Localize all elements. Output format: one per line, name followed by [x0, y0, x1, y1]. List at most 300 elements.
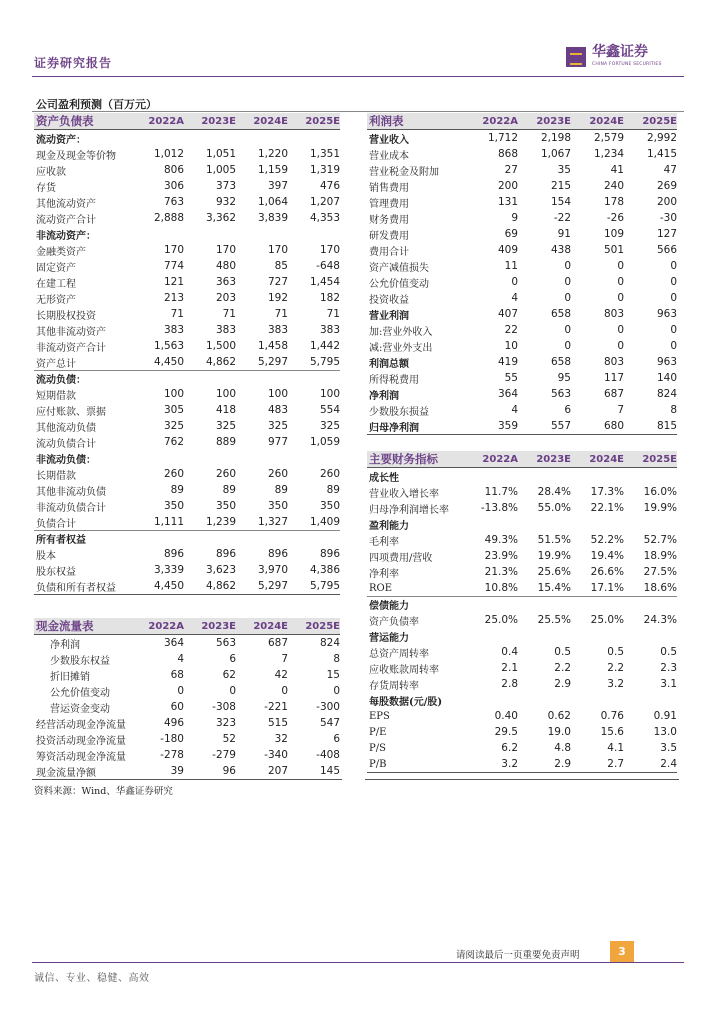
cell-value: 1,234	[593, 148, 624, 160]
row-label: 资产减值损失	[369, 262, 429, 274]
cell-value: 3,362	[205, 212, 236, 224]
cell-value: 0.62	[547, 710, 571, 722]
table-row	[34, 651, 340, 667]
cell-value: 25.0%	[484, 614, 518, 626]
income-statement-table	[367, 113, 677, 435]
table-row	[367, 274, 677, 290]
row-label: 长期股权投资	[36, 310, 96, 322]
cell-value: 363	[215, 276, 236, 288]
cell-value: 19.4%	[590, 550, 624, 562]
table-row	[367, 338, 677, 354]
company-logo	[566, 45, 662, 67]
cell-value: 0.76	[600, 710, 624, 722]
cell-value: 260	[267, 468, 288, 480]
cell-value: 15.4%	[537, 582, 571, 594]
cell-value: 0	[617, 276, 624, 288]
table-row	[34, 178, 340, 194]
table-row	[34, 731, 340, 747]
table-row	[367, 194, 677, 210]
row-label: 研发费用	[369, 230, 409, 242]
row-label: 存货周转率	[369, 680, 419, 692]
cell-value: 868	[497, 148, 518, 160]
cell-value: 68	[170, 669, 184, 681]
cell-value: 3,970	[257, 564, 288, 576]
cell-value: 350	[319, 500, 340, 512]
financial-indicators-table	[367, 451, 677, 773]
table-title: 资产负债表	[36, 114, 94, 128]
cell-value: 1,239	[205, 516, 236, 528]
row-label: 盈利能力	[369, 520, 409, 532]
cell-value: 6.2	[501, 742, 518, 754]
cell-value: 0	[670, 324, 677, 336]
row-label: 毛利率	[369, 536, 399, 548]
cell-value: 963	[656, 356, 677, 368]
row-label: 其他流动资产	[36, 198, 96, 210]
cell-value: 515	[267, 717, 288, 729]
cell-value: 100	[319, 388, 340, 400]
row-label: 流动负债：	[36, 375, 86, 386]
table-row	[367, 306, 677, 322]
column-header: 2023E	[536, 453, 571, 465]
logo-name-en: CHINA FORTUNE SECURITIES	[592, 62, 662, 67]
row-label: 管理费用	[369, 198, 409, 210]
table-header	[367, 113, 677, 130]
cell-value: 0	[564, 340, 571, 352]
cell-value: 192	[267, 292, 288, 304]
cell-value: 17.3%	[590, 486, 624, 498]
cell-value: 0.5	[660, 646, 677, 658]
cell-value: 0.4	[501, 646, 518, 658]
row-label: 资产总计	[36, 358, 76, 370]
row-label: 流动资产：	[36, 134, 86, 146]
cell-value: 5,795	[309, 356, 340, 368]
table-row	[34, 322, 340, 338]
table-row	[367, 386, 677, 402]
cell-value: 4,862	[205, 580, 236, 592]
cell-value: -180	[160, 733, 184, 745]
column-header: 2024E	[253, 620, 288, 632]
column-header: 2022A	[482, 453, 518, 465]
cell-value: 51.5%	[537, 534, 571, 546]
table-row	[367, 130, 677, 146]
cell-value: 17.1%	[590, 582, 624, 594]
cell-value: 52.2%	[590, 534, 624, 546]
table-row	[34, 683, 340, 699]
row-label: 短期借款	[36, 390, 76, 402]
table-row	[367, 484, 677, 500]
row-label: 净利润	[50, 639, 80, 651]
cell-value: 763	[163, 196, 184, 208]
cell-value: 680	[603, 420, 624, 432]
cell-value: 3,339	[153, 564, 184, 576]
cell-value: 2.1	[501, 662, 518, 674]
table-header	[34, 113, 340, 130]
table-row	[34, 370, 340, 386]
cell-value: 7	[617, 404, 624, 416]
row-label: 长期借款	[36, 470, 76, 482]
cell-value: 364	[163, 637, 184, 649]
row-label: P/S	[369, 742, 386, 754]
cell-value: 803	[603, 308, 624, 320]
cell-value: 325	[163, 420, 184, 432]
cell-value: 21.3%	[484, 566, 518, 578]
row-label: 营运资金变动	[50, 703, 110, 715]
cell-value: 383	[163, 324, 184, 336]
cell-value: 8	[333, 653, 340, 665]
table-row	[367, 692, 677, 708]
cell-value: 496	[163, 717, 184, 729]
cell-value: 10	[504, 340, 518, 352]
cell-value: 1,111	[153, 516, 184, 528]
cell-value: 418	[215, 404, 236, 416]
cell-value: 2,992	[646, 132, 677, 144]
cell-value: 0	[670, 292, 677, 304]
row-label: P/E	[369, 726, 387, 738]
cell-value: 350	[215, 500, 236, 512]
cell-value: 260	[215, 468, 236, 480]
cell-value: 131	[497, 196, 518, 208]
cell-value: 896	[319, 548, 340, 560]
table-row	[367, 468, 677, 484]
table-row	[34, 306, 340, 322]
row-label: 营业税金及附加	[369, 166, 439, 178]
cell-value: 1,415	[646, 148, 677, 160]
cell-value: 200	[497, 180, 518, 192]
cell-value: 24.3%	[643, 614, 677, 626]
cell-value: 0.5	[607, 646, 624, 658]
cell-value: 47	[663, 164, 677, 176]
table-row	[367, 210, 677, 226]
cell-value: 3.2	[501, 758, 518, 770]
cell-value: 554	[319, 404, 340, 416]
row-label: 每股数据(元/股)	[369, 696, 443, 708]
cell-value: 1,319	[309, 164, 340, 176]
row-label: 非流动负债：	[36, 454, 96, 466]
table-row	[34, 498, 340, 514]
row-label: 公允价值变动	[369, 278, 429, 290]
cell-value: 438	[550, 244, 571, 256]
row-label: 应收账款周转率	[369, 664, 439, 676]
source-divider-right	[365, 779, 679, 780]
table-row	[34, 210, 340, 226]
cell-value: -13.8%	[480, 502, 518, 514]
cell-value: 213	[163, 292, 184, 304]
cell-value: 89	[170, 484, 184, 496]
table-row	[367, 644, 677, 660]
cell-value: 95	[557, 372, 571, 384]
cell-value: 774	[163, 260, 184, 272]
cell-value: 2.3	[660, 662, 677, 674]
table-row	[367, 740, 677, 756]
row-label: 所有者权益	[36, 535, 86, 546]
cell-value: 325	[267, 420, 288, 432]
cell-value: 6	[564, 404, 571, 416]
cell-value: 0	[670, 260, 677, 272]
row-label: 营运能力	[369, 632, 409, 644]
table-row	[34, 338, 340, 354]
cell-value: 22.1%	[590, 502, 624, 514]
cell-value: 1,563	[153, 340, 184, 352]
cell-value: 13.0	[653, 726, 677, 738]
cell-value: 71	[326, 308, 340, 320]
cell-value: 476	[319, 180, 340, 192]
cell-value: 32	[274, 733, 288, 745]
cell-value: 397	[267, 180, 288, 192]
cell-value: 42	[274, 669, 288, 681]
cell-value: 0	[281, 685, 288, 697]
cell-value: 170	[319, 244, 340, 256]
cell-value: 2.2	[554, 662, 571, 674]
cell-value: -648	[316, 260, 340, 272]
row-label: 销售费用	[369, 182, 409, 194]
row-label: 筹资活动现金净流量	[36, 751, 126, 763]
cell-value: 4,353	[309, 212, 340, 224]
cell-value: 563	[215, 637, 236, 649]
cell-value: 1,005	[205, 164, 236, 176]
table-row	[34, 514, 340, 530]
cell-value: 27.5%	[643, 566, 677, 578]
row-label: EPS	[369, 710, 390, 722]
cell-value: 407	[497, 308, 518, 320]
cell-value: 269	[656, 180, 677, 192]
cell-value: 100	[215, 388, 236, 400]
page-number: 3	[610, 941, 634, 963]
cell-value: 0	[564, 292, 571, 304]
row-label: 非流动资产合计	[36, 342, 106, 354]
column-header: 2025E	[642, 115, 677, 127]
cell-value: 6	[229, 653, 236, 665]
cell-value: 359	[497, 420, 518, 432]
row-label: 营业收入	[369, 134, 409, 146]
table-row	[367, 290, 677, 306]
cell-value: 154	[550, 196, 571, 208]
cell-value: 4	[511, 404, 518, 416]
cell-value: 178	[603, 196, 624, 208]
cell-value: 658	[550, 356, 571, 368]
table-row	[34, 578, 340, 594]
cell-value: 203	[215, 292, 236, 304]
row-label: 其他非流动负债	[36, 486, 106, 498]
column-header: 2022A	[482, 115, 518, 127]
cell-value: 1,712	[487, 132, 518, 144]
cell-value: -278	[160, 749, 184, 761]
column-header: 2023E	[201, 115, 236, 127]
cell-value: 0	[670, 340, 677, 352]
cell-value: 240	[603, 180, 624, 192]
column-header: 2022A	[148, 620, 184, 632]
table-row	[34, 194, 340, 210]
cell-value: 364	[497, 388, 518, 400]
cell-value: 19.9%	[643, 502, 677, 514]
cell-value: 4,450	[153, 356, 184, 368]
cell-value: 85	[274, 260, 288, 272]
cell-value: 803	[603, 356, 624, 368]
cell-value: 1,327	[257, 516, 288, 528]
cell-value: 15	[326, 669, 340, 681]
cell-value: 1,159	[257, 164, 288, 176]
cell-value: 9	[511, 212, 518, 224]
cell-value: 89	[222, 484, 236, 496]
table-row	[367, 628, 677, 644]
cell-value: 2.9	[554, 758, 571, 770]
cell-value: 170	[163, 244, 184, 256]
cell-value: 5,297	[257, 580, 288, 592]
cell-value: 62	[222, 669, 236, 681]
cell-value: -340	[264, 749, 288, 761]
table-row	[34, 546, 340, 562]
balance-sheet-table	[34, 113, 340, 595]
table-row	[34, 747, 340, 763]
cell-value: 1,351	[309, 148, 340, 160]
cell-value: 100	[267, 388, 288, 400]
cell-value: 932	[215, 196, 236, 208]
table-bottom-rule	[34, 594, 340, 595]
table-row	[367, 162, 677, 178]
table-row	[367, 354, 677, 370]
table-row	[34, 242, 340, 258]
cell-value: 305	[163, 404, 184, 416]
cell-value: 1,442	[309, 340, 340, 352]
cell-value: 10.8%	[484, 582, 518, 594]
cell-value: 0	[511, 276, 518, 288]
cell-value: 896	[267, 548, 288, 560]
cell-value: 889	[215, 436, 236, 448]
cell-value: 896	[215, 548, 236, 560]
cell-value: 127	[656, 228, 677, 240]
cell-value: 480	[215, 260, 236, 272]
cell-value: 0	[670, 276, 677, 288]
cell-value: 658	[550, 308, 571, 320]
cell-value: 3,623	[205, 564, 236, 576]
cell-value: 2.9	[554, 678, 571, 690]
row-label: 归母净利润	[369, 422, 419, 434]
footer-motto: 诚信、专业、稳健、高效	[34, 973, 150, 984]
row-label: 负债合计	[36, 518, 76, 530]
cell-value: -279	[212, 749, 236, 761]
row-label: 投资活动现金净流量	[36, 735, 126, 747]
table-header	[367, 451, 677, 468]
row-label: 应收款	[36, 166, 66, 178]
table-row	[367, 146, 677, 162]
cell-value: -221	[264, 701, 288, 713]
cell-value: 350	[267, 500, 288, 512]
cell-value: 0.5	[554, 646, 571, 658]
report-type-title: 证券研究报告	[34, 56, 113, 70]
table-row	[367, 756, 677, 772]
table-row	[34, 763, 340, 779]
column-header: 2023E	[536, 115, 571, 127]
cell-value: 4,862	[205, 356, 236, 368]
cell-value: 260	[163, 468, 184, 480]
row-label: 公允价值变动	[50, 687, 110, 699]
row-label: 费用合计	[369, 246, 409, 258]
row-label: 减:营业外支出	[369, 342, 433, 354]
table-row	[34, 354, 340, 370]
table-header	[34, 618, 340, 635]
cell-value: 207	[267, 765, 288, 777]
cell-value: 815	[656, 420, 677, 432]
cell-value: -308	[212, 701, 236, 713]
cell-value: 4,450	[153, 580, 184, 592]
table-row	[367, 402, 677, 418]
row-label: 四项费用/营收	[369, 552, 433, 564]
cell-value: -26	[606, 212, 624, 224]
cell-value: 8	[670, 404, 677, 416]
cell-value: -300	[316, 701, 340, 713]
cell-value: 11	[504, 260, 518, 272]
cell-value: 4	[511, 292, 518, 304]
logo-name-cn: 华鑫证券	[592, 44, 648, 60]
cell-value: 963	[656, 308, 677, 320]
cell-value: 260	[319, 468, 340, 480]
row-label: 少数股东损益	[369, 406, 429, 418]
cell-value: 563	[550, 388, 571, 400]
cell-value: 0	[564, 276, 571, 288]
cell-value: 215	[550, 180, 571, 192]
cell-value: 383	[267, 324, 288, 336]
section-divider	[32, 111, 684, 112]
table-row	[34, 130, 340, 146]
cell-value: 325	[215, 420, 236, 432]
cell-value: 18.6%	[643, 582, 677, 594]
row-label: 无形资产	[36, 294, 76, 306]
cell-value: 824	[656, 388, 677, 400]
table-title: 现金流量表	[36, 619, 94, 633]
cell-value: 687	[603, 388, 624, 400]
cell-value: 762	[163, 436, 184, 448]
cell-value: 29.5	[494, 726, 518, 738]
table-row	[34, 418, 340, 434]
row-label: 股东权益	[36, 566, 76, 578]
row-label: 非流动负债合计	[36, 502, 106, 514]
cell-value: 2,198	[540, 132, 571, 144]
row-label: 其他非流动资产	[36, 326, 106, 338]
cell-value: 71	[170, 308, 184, 320]
table-row	[367, 322, 677, 338]
table-row	[34, 162, 340, 178]
table-row	[367, 516, 677, 532]
cell-value: 71	[274, 308, 288, 320]
row-label: 经营活动现金净流量	[36, 719, 126, 731]
cell-value: 55	[504, 372, 518, 384]
row-label: 营业利润	[369, 310, 409, 322]
cell-value: 121	[163, 276, 184, 288]
cell-value: 3,839	[257, 212, 288, 224]
table-row	[367, 676, 677, 692]
table-row	[367, 370, 677, 386]
cell-value: 0	[617, 260, 624, 272]
cell-value: 16.0%	[643, 486, 677, 498]
table-row	[367, 226, 677, 242]
cell-value: 1,051	[205, 148, 236, 160]
cell-value: 1,064	[257, 196, 288, 208]
cell-value: 0	[333, 685, 340, 697]
column-header: 2025E	[642, 453, 677, 465]
cell-value: 1,454	[309, 276, 340, 288]
cell-value: 1,220	[257, 148, 288, 160]
cell-value: 687	[267, 637, 288, 649]
table-row	[367, 660, 677, 676]
cell-value: 547	[319, 717, 340, 729]
cell-value: 0	[617, 324, 624, 336]
cell-value: 0.91	[653, 710, 677, 722]
table-row	[34, 530, 340, 546]
cell-value: 89	[326, 484, 340, 496]
cell-value: 0	[564, 324, 571, 336]
disclaimer-note: 请阅读最后一页重要免责声明	[456, 950, 580, 961]
cell-value: 39	[170, 765, 184, 777]
cell-value: 2.8	[501, 678, 518, 690]
